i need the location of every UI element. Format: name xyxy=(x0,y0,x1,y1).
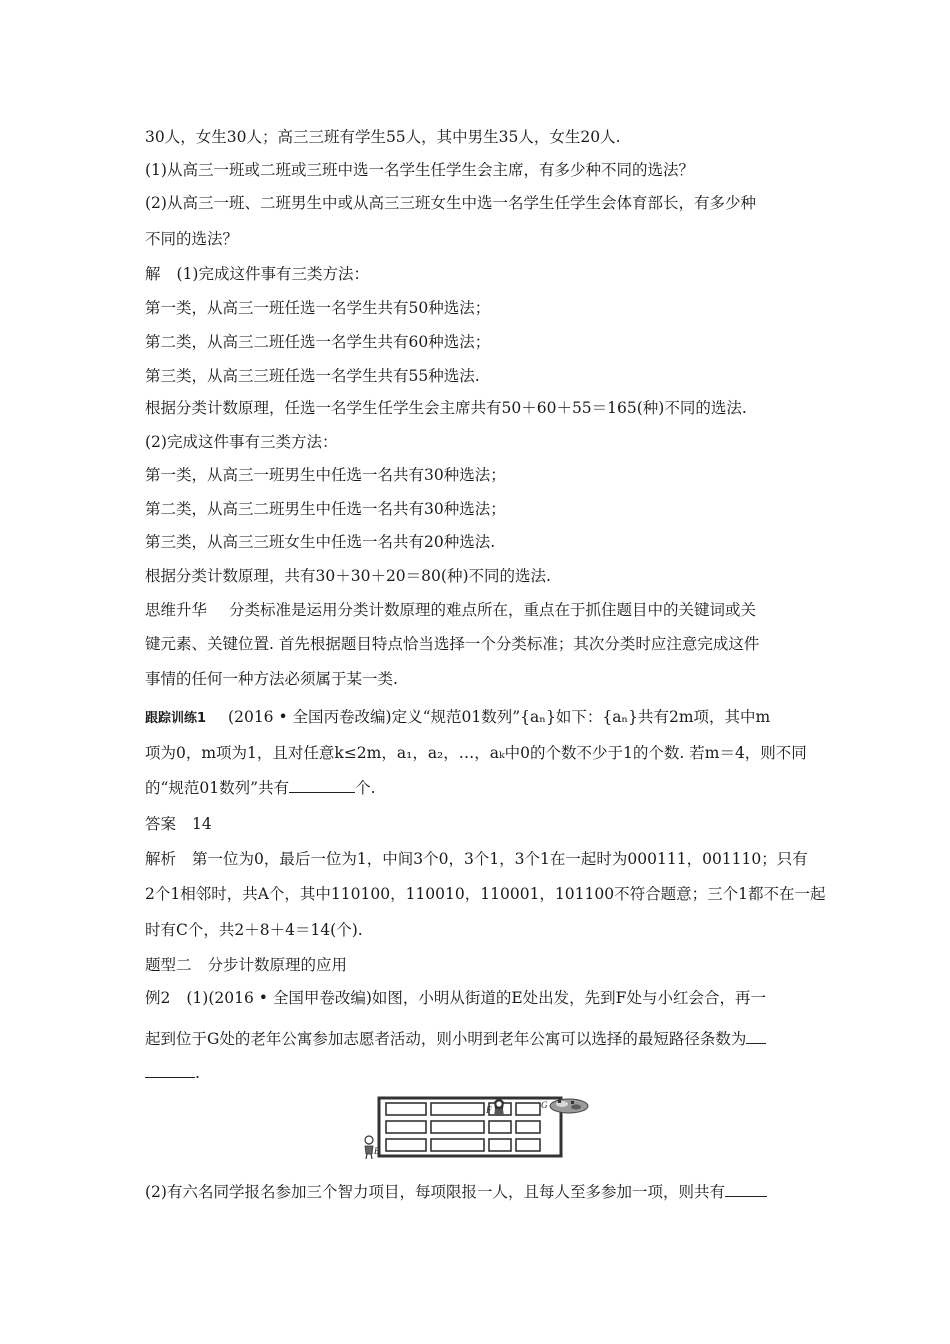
city-block xyxy=(489,1139,511,1151)
answer-blank xyxy=(746,1029,766,1044)
exercise-text: (2016 • 全国丙卷改编)定义“规范01数列”{aₙ}如下：{aₙ}共有2m项，其中m xyxy=(228,708,771,726)
text-line: 2个1相邻时，共A个，其中110100，110010，110001，101100不符合题意；三个1都不在一起 xyxy=(145,885,826,903)
section-heading xyxy=(145,955,347,975)
boy-icon xyxy=(365,1136,373,1159)
text-line: 不同的选法？ xyxy=(145,230,239,248)
text-line: (2)完成这件事有三类方法： xyxy=(145,433,338,451)
text-line: 根据分类计数原理，共有30＋30＋20＝80(种)不同的选法. xyxy=(145,567,551,585)
answer-line xyxy=(145,814,212,834)
answer-value: 14 xyxy=(192,815,212,833)
example-label: 例2 xyxy=(145,989,171,1007)
text-line: 第二类，从高三二班男生中任选一名共有30种选法； xyxy=(145,500,506,518)
apartment-icon xyxy=(550,1099,588,1113)
label-e: E xyxy=(374,1146,380,1156)
exercise-tag: 跟踪训练1 xyxy=(145,711,207,726)
analysis-heading xyxy=(145,849,808,869)
label-g: G xyxy=(541,1100,548,1110)
answer-label: 答案 xyxy=(145,815,177,833)
text-line: 30人，女生30人；高三三班有学生55人，其中男生35人，女生20人. xyxy=(145,128,621,146)
analysis-label: 解析 xyxy=(145,850,177,868)
text-line: 第二类，从高三二班任选一名学生共有60种选法； xyxy=(145,333,491,351)
answer-blank xyxy=(145,1063,195,1078)
city-block xyxy=(516,1121,540,1133)
text-line: 事情的任何一种方法必须属于某一类. xyxy=(145,670,398,688)
text-line xyxy=(145,1063,200,1083)
city-block xyxy=(489,1121,511,1133)
city-block xyxy=(516,1103,540,1115)
city-block xyxy=(386,1121,426,1133)
text-fragment: (2)有六名同学报名参加三个智力项目，每项限报一人，且每人至多参加一项，则共有 xyxy=(145,1183,725,1201)
city-block xyxy=(516,1139,540,1151)
city-block xyxy=(431,1121,484,1133)
city-block xyxy=(431,1139,484,1151)
city-block xyxy=(431,1103,484,1115)
solution-text: (1)完成这件事有三类方法： xyxy=(176,265,369,283)
text-fragment: 的“规范01数列”共有 xyxy=(145,779,290,797)
section-text: 分步计数原理的应用 xyxy=(207,956,348,974)
text-line: 项为0，m项为1，且对任意k≤2m，a₁，a₂，…，aₖ中0的个数不少于1的个数. 若m＝4，则不同 xyxy=(145,744,807,762)
exercise-heading xyxy=(145,707,770,729)
question-1: (1)从高三一班或二班或三班中选一名学生任学生会主席，有多少种不同的选法？ xyxy=(145,161,694,179)
question-2: (2)从高三一班、二班男生中或从高三三班女生中选一名学生任学生会体育部长，有多少种 xyxy=(145,194,756,212)
city-block xyxy=(386,1139,426,1151)
text-line xyxy=(145,778,376,798)
text-line: 第一类，从高三一班男生中任选一名共有30种选法； xyxy=(145,466,506,484)
section-label: 题型二 xyxy=(145,956,192,974)
analysis-text: 第一位为0，最后一位为1，中间3个0，3个1，3个1在一起时为000111，001110；只有 xyxy=(192,850,808,868)
insight-text: 分类标准是运用分类计数原理的难点所在，重点在于抓住题目中的关键词或关 xyxy=(229,601,757,619)
text-line xyxy=(145,1029,766,1049)
insight-label: 思维升华 xyxy=(145,601,208,619)
solution-heading xyxy=(145,264,369,284)
girl-icon xyxy=(494,1099,504,1116)
text-fragment: . xyxy=(195,1064,200,1082)
answer-blank xyxy=(289,778,355,793)
street-grid-figure xyxy=(362,1094,592,1160)
insight-heading xyxy=(145,600,756,620)
text-line: 第三类，从高三三班任选一名学生共有55种选法. xyxy=(145,367,480,385)
label-f: F xyxy=(486,1105,492,1115)
text-line: 时有C个，共2＋8＋4＝14(个). xyxy=(145,921,363,939)
solution-label: 解 xyxy=(145,265,161,283)
text-line: 键元素、关键位置. 首先根据题目特点恰当选择一个分类标准；其次分类时应注意完成这件 xyxy=(145,635,760,653)
text-fragment: 起到位于G处的老年公寓参加志愿者活动，则小明到老年公寓可以选择的最短路径条数为 xyxy=(145,1030,747,1048)
answer-blank xyxy=(725,1182,767,1197)
text-line: 第一类，从高三一班任选一名学生共有50种选法； xyxy=(145,299,491,317)
text-line: 根据分类计数原理，任选一名学生任学生会主席共有50＋60＋55＝165(种)不同的选法. xyxy=(145,399,747,417)
text-fragment: 个. xyxy=(355,779,376,797)
city-block xyxy=(386,1103,426,1115)
question-2-line xyxy=(145,1182,767,1202)
city-blocks xyxy=(386,1103,540,1151)
text-line: 第三类，从高三三班女生中任选一名共有20种选法. xyxy=(145,533,496,551)
example-heading xyxy=(145,988,766,1008)
example-text: (1)(2016 • 全国甲卷改编)如图，小明从街道的E处出发，先到F处与小红会合，再一 xyxy=(186,989,766,1007)
